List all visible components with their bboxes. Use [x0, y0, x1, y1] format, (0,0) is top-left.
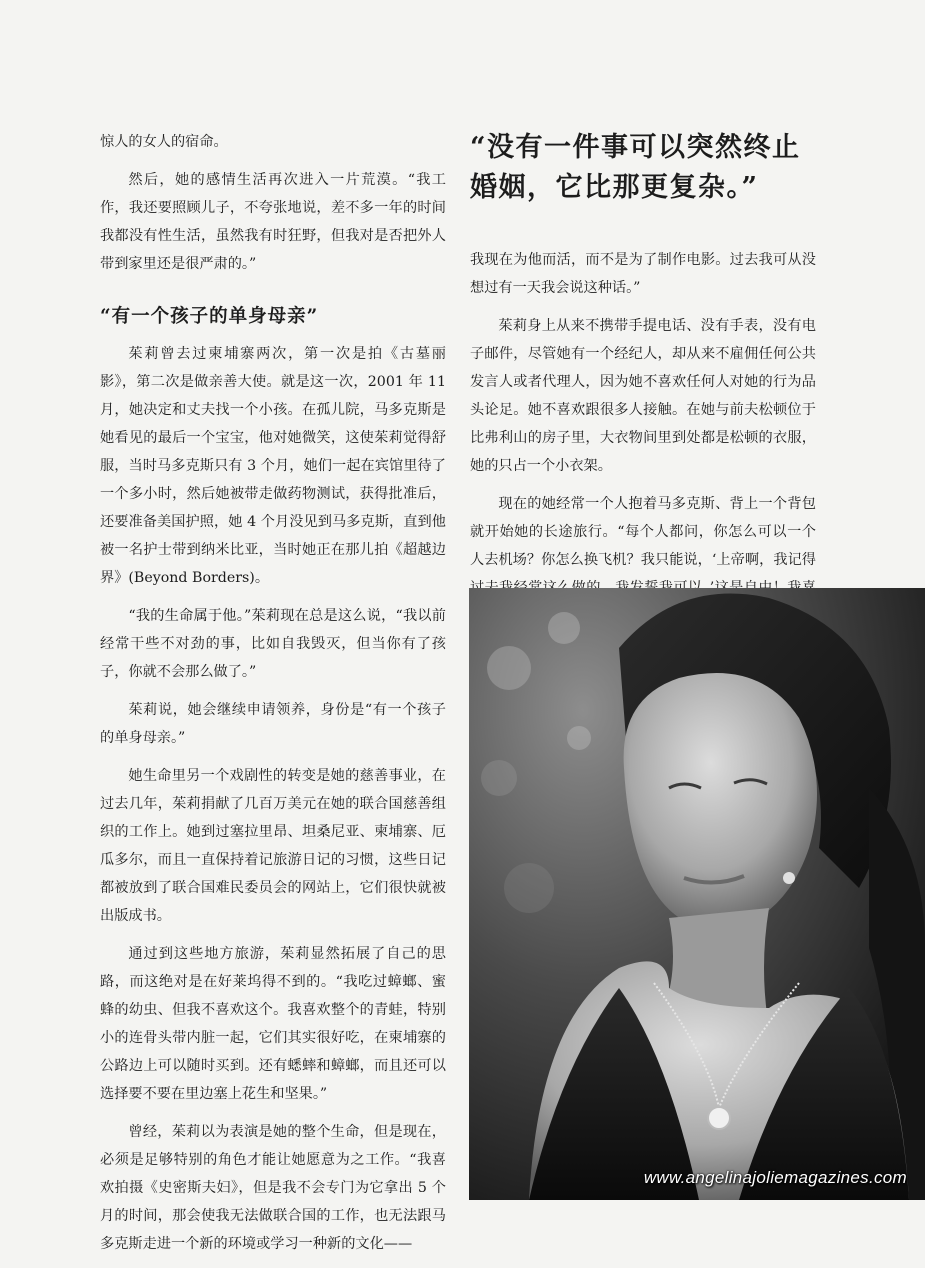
- paragraph: 茱莉说，她会继续申请领养，身份是“有一个孩子的单身母亲。”: [100, 702, 446, 746]
- paragraph: 通过到这些地方旅游，茱莉显然拓展了自己的思路，而这绝对是在好莱坞得不到的。“我吃过蟑螂、蜜蜂的幼虫、但我不喜欢这个。我喜欢整个的青蛙，特别小的连骨头带内脏一起，它们其实很好吃，在柬埔寨的公路边上可以随时买到。还有蟋蟀和蟑螂，而且还可以选择要不要在里边塞上花生和坚果。”: [100, 946, 446, 1102]
- paragraph: 茱莉身上从来不携带手提电话、没有手表，没有电子邮件，尽管她有一个经纪人，却从来不雇佣任何公共发言人或者代理人，因为她不喜欢任何人对她的行为品头论足。她不喜欢跟很多人接触。在她与前夫松顿位于比弗利山的房子里，大衣物间里到处都是松顿的衣服，她的只占一个小衣架。: [470, 318, 816, 474]
- paragraph-text: 现在的她经常一个人抱着马多克斯、背上一个背包就开始她的长途旅行。“每个人都问，你怎么可以一个人去机场？你怎么换飞机？我只能说，‘上帝啊，我记得: [470, 496, 816, 568]
- paragraph: 茱莉曾去过柬埔寨两次，第一次是拍《古墓丽影》，第二次是做亲善大使。就是这一次，2001 年 11 月，她决定和丈夫找一个小孩。在孤儿院，马多克斯是她看见的最后一个宝宝，他对她微笑，这使茱莉觉得舒服，当时马多克斯只有 3 个月，她们一起在宾馆里待了一个多小时，然后她被带走做药物测试，获得批准后，还要准备美国护照，她 4 个月没见到马多克斯，直到他被一名护士带到纳米比亚，当时她正在那儿拍《超越边界》(Beyond Borders)。: [100, 346, 446, 586]
- paragraph: 然后，她的感情生活再次进入一片荒漠。“我工作，我还要照顾儿子，不夸张地说，差不多一年的时间我都没有性生活，虽然我有时狂野，但我对是否把外人带到家里还是很严肃的。”: [100, 172, 446, 272]
- right-column: [470, 128, 816, 640]
- pull-quote: “没有一件事可以突然终止婚姻，它比那更复杂。”: [470, 132, 801, 203]
- paragraph: 曾经，茱莉以为表演是她的整个生命，但是现在，必须是足够特别的角色才能让她愿意为之工作。“我喜欢拍摄《史密斯夫妇》，但是我不会专门为它拿出 5 个月的时间，那会使我无法做联合国的工作，也无法跟马多克斯走进一个新的环境或学习一种新的文化——: [100, 1124, 446, 1252]
- left-column: [100, 128, 446, 1268]
- portrait-photo-graphic: [469, 588, 925, 1200]
- paragraph: 惊人的女人的宿命。: [100, 134, 228, 150]
- section-heading: “有一个孩子的单身母亲”: [100, 306, 319, 327]
- paragraph: 她生命里另一个戏剧性的转变是她的慈善事业，在过去几年，茱莉捐献了几百万美元在她的联合国慈善组织的工作上。她到过塞拉里昂、坦桑尼亚、柬埔寨、厄瓜多尔，而且一直保持着记旅游日记的习惯，这些日记都被放到了联合国难民委员会的网站上，它们很快就被出版成书。: [100, 768, 446, 924]
- paragraph: 我现在为他而活，而不是为了制作电影。过去我可从没想过有一天我会说这种话。”: [470, 252, 816, 296]
- paragraph: “我的生命属于他。”茱莉现在总是这么说，“我以前经常干些不对劲的事，比如自我毁灭，但当你有了孩子，你就不会那么做了。”: [100, 608, 446, 680]
- watermark: www.angelinajoliemagazines.com: [643, 1168, 907, 1187]
- right-column-body: [470, 246, 816, 630]
- portrait-photo: [469, 588, 925, 1200]
